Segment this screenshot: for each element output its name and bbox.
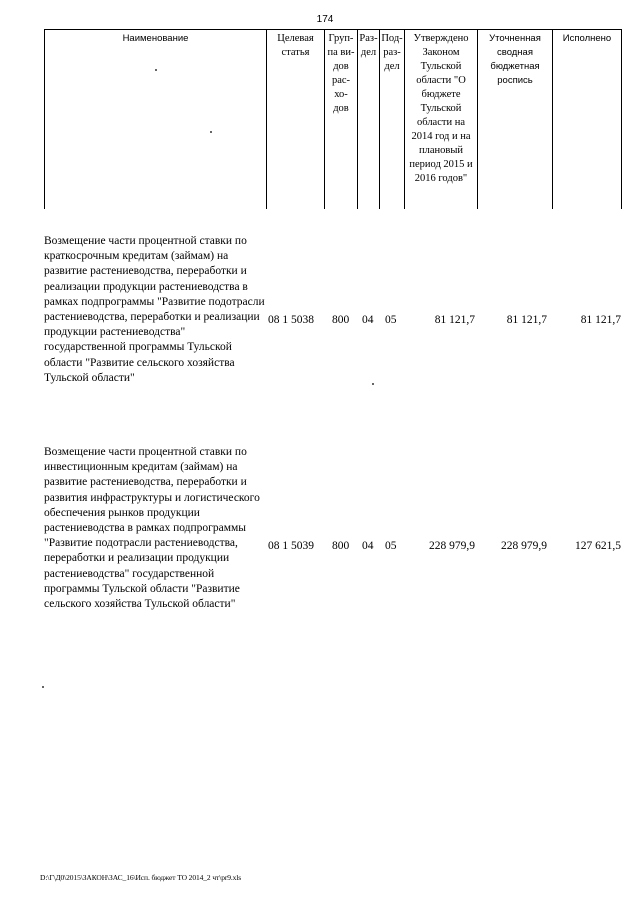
row-section: 04	[362, 540, 374, 552]
page-number: 174	[316, 14, 334, 25]
row-refined: 81 121,7	[506, 314, 547, 326]
row-section: 04	[362, 314, 374, 326]
row-subsection: 05	[385, 314, 397, 326]
scan-speck	[210, 131, 212, 133]
header-subsection: Под-раз-дел	[379, 29, 404, 209]
row-executed: 127 621,5	[575, 540, 621, 552]
row-group: 800	[332, 314, 350, 326]
header-section: Раз-дел	[357, 29, 379, 209]
header-refined: Уточненная сводная бюджетная роспись	[477, 29, 552, 209]
header-executed: Исполнено	[552, 29, 622, 209]
scan-speck	[372, 383, 374, 385]
scan-speck	[42, 686, 44, 688]
header-target: Целевая статья	[266, 29, 324, 209]
file-path-footer: D:\Г\Д0\2015\ЗАКОН\ЗАС_16\Исп. бюджет ТО 2014_2 чт\pr9.xls	[40, 873, 242, 882]
row-target: 08 1 5038	[268, 314, 314, 326]
header-group: Груп-па ви-дов рас-хо-дов	[324, 29, 357, 209]
row-name: Возмещение части процентной ставки по инвестиционным кредитам (займам) на развитие растениеводства, переработки и развития инфраструктуры и логистического обеспечения рынков продукции растениеводства в рамках подпрограммы "Развитие подотрасли растениеводства, переработки и реализации продукции растениеводства" государственной программы Тульской области "Развитие сельского хозяйства Тульской области"	[44, 446, 260, 611]
row-group: 800	[332, 540, 350, 552]
row-subsection: 05	[385, 540, 397, 552]
row-name: Возмещение части процентной ставки по краткосрочным кредитам (займам) на развитие растениеводства, переработки и реализации продукции растениеводства в рамках подпрограммы "Развитие подотрасли растениеводства, переработки и реализации продукции растениеводства" государственной программы Тульской области "Развитие сельского хозяйства Тульской области"	[44, 235, 265, 384]
header-name: Наименование	[44, 29, 266, 209]
row-refined: 228 979,9	[501, 540, 547, 552]
header-approved: Утверждено Законом Тульской области "О бюджете Тульской области на 2014 год и на плановый период 2015 и 2016 годов"	[404, 29, 477, 209]
row-target: 08 1 5039	[268, 540, 314, 552]
scan-speck	[155, 69, 157, 71]
row-approved: 81 121,7	[434, 314, 475, 326]
row-executed: 81 121,7	[580, 314, 621, 326]
row-approved: 228 979,9	[429, 540, 475, 552]
